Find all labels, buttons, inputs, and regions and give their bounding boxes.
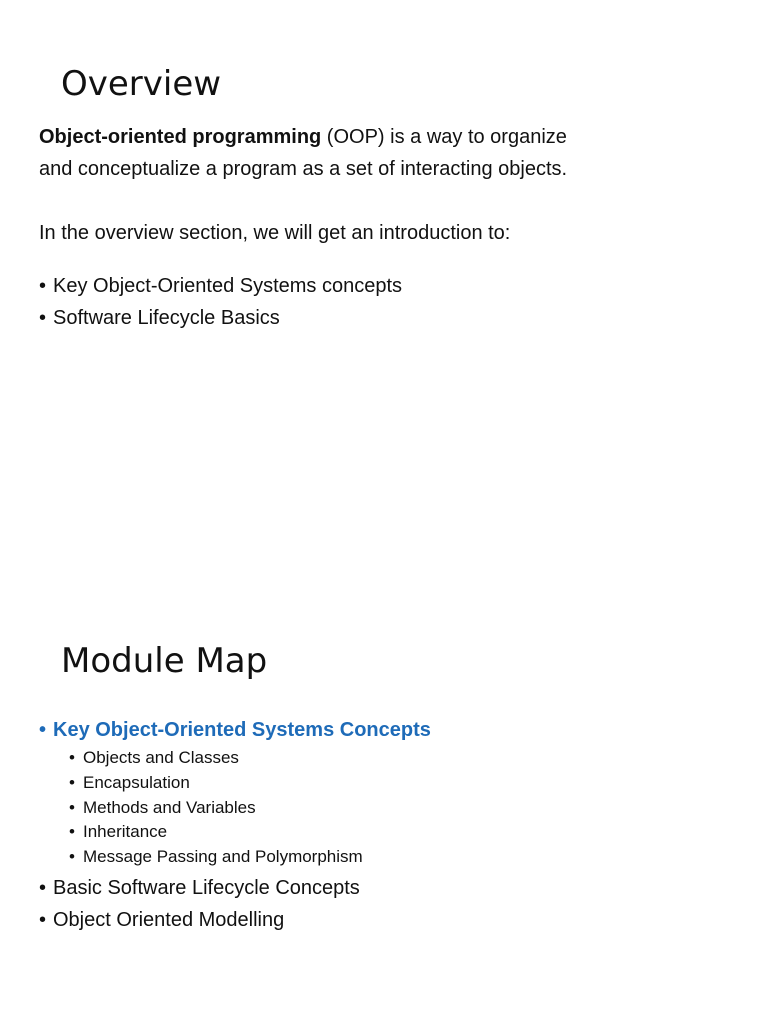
intro-line2: and conceptualize a program as a set of interacting objects. (39, 158, 568, 180)
bullet-icon: • (69, 748, 75, 767)
bullet-icon: • (39, 307, 47, 329)
bullet-icon: • (69, 772, 75, 792)
bullet-icon: • (39, 275, 47, 297)
intro-bold-term: Object-oriented programming (39, 126, 322, 148)
list-item: • Methods and Variables (69, 796, 431, 821)
list-item: • Message Passing and Polymorphism (69, 845, 431, 870)
module-map-title: Module Map (61, 641, 268, 681)
list-item: • Software Lifecycle Basics (39, 302, 402, 334)
module-item-key-concepts: • Key Object-Oriented Systems Concepts • Objects and Classes • Encapsulation • Methods and Variables • Inheritance • Message Passing and Polymorphism (39, 714, 431, 870)
bullet-icon: • (69, 822, 75, 842)
bullet-icon: • (69, 847, 75, 867)
module-list (39, 714, 431, 936)
overview-bullet-list (39, 270, 402, 334)
list-item: • Key Object-Oriented Systems concepts (39, 270, 402, 302)
intro-line1-rest: (OOP) is a way to organize (321, 126, 567, 148)
bullet-icon: • (39, 876, 47, 899)
module-item-modelling: • Object Oriented Modelling (39, 904, 431, 936)
bullet-icon: • (39, 908, 47, 931)
overview-title: Overview (61, 64, 222, 104)
bullet-icon: • (69, 797, 75, 817)
overview-intro (39, 121, 567, 185)
module-sublist (39, 746, 431, 870)
overview-lead: In the overview section, we will get an introduction to: (39, 222, 511, 244)
list-item: • Inheritance (69, 820, 431, 845)
list-item: • Encapsulation (69, 771, 431, 796)
bullet-icon: • (39, 719, 47, 741)
module-map-slide (0, 577, 768, 1024)
list-item: • Objects and Classes (69, 746, 431, 771)
module-item-lifecycle: • Basic Software Lifecycle Concepts (39, 872, 431, 904)
